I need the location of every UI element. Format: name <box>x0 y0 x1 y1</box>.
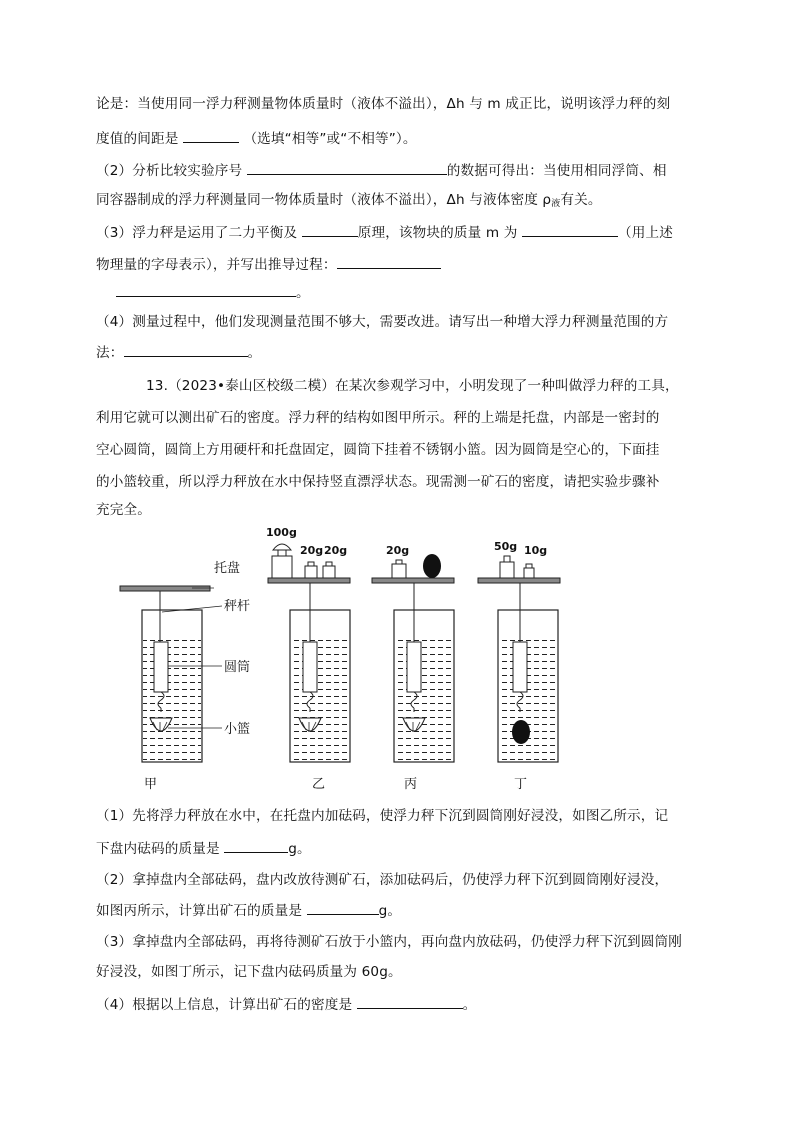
panel-yi <box>266 526 350 792</box>
text-line: 下盘内砝码的质量是 g。 <box>96 838 311 859</box>
answer-blank[interactable] <box>357 994 463 1009</box>
answer-blank[interactable] <box>116 282 296 297</box>
panel-label-jia: 甲 <box>144 777 158 792</box>
weight-label: 20g <box>324 544 348 557</box>
text-line: 的小篮较重，所以浮力秤放在水中保持竖直漂浮状态。现需测一矿石的密度，请把实验步骤补 <box>96 474 660 490</box>
panel-jia <box>120 560 250 792</box>
answer-blank[interactable] <box>224 838 288 853</box>
text-line: 法： 。 <box>96 342 261 363</box>
text-line: 利用它就可以测出矿石的密度。浮力秤的结构如图甲所示。秤的上端是托盘，内部是一密封的 <box>96 410 660 426</box>
text-line: 。 <box>116 282 310 303</box>
text-line: （2）分析比较实验序号 的数据可得出：当使用相同浮筒、相 <box>96 160 667 181</box>
text-line: 同容器制成的浮力秤测量同一物体质量时（液体不溢出），Δh 与液体密度 $\rho_液$有关。 <box>96 192 602 209</box>
text-line: 13.（2023•泰山区校级二模）在某次参观学习中，小明发现了一种叫做浮力秤的工具， <box>146 378 679 394</box>
label-basket: 小篮 <box>224 722 251 737</box>
text-line: （4）测量过程中，他们发现测量范围不够大，需要改进。请写出一种增大浮力秤测量范围的方 <box>96 314 669 330</box>
answer-blank[interactable] <box>522 222 618 237</box>
label-cylinder: 圆筒 <box>224 660 251 675</box>
text-line: 空心圆筒，圆筒上方用硬杆和托盘固定，圆筒下挂着不锈钢小篮。因为圆筒是空心的，下面挂 <box>96 442 660 458</box>
answer-blank[interactable] <box>247 160 447 175</box>
weight-label: 20g <box>300 544 324 557</box>
floating-scale-figure <box>110 518 580 800</box>
text-line: （2）拿掉盘内全部砝码，盘内改放待测矿石，添加砝码后，仍使浮力秤下沉到圆筒刚好浸没， <box>96 872 669 888</box>
weight-label: 100g <box>266 526 297 539</box>
label-rod: 秤杆 <box>224 599 251 614</box>
text-line: 充完全。 <box>96 502 151 518</box>
answer-blank[interactable] <box>183 128 239 143</box>
text-line: 好浸没，如图丁所示，记下盘内砝码质量为 60g。 <box>96 964 402 980</box>
weight-label: 20g <box>386 544 410 557</box>
text-line: （3）浮力秤是运用了二力平衡及 原理，该物块的质量 m 为 （用上述 <box>96 222 673 243</box>
text-line: （3）拿掉盘内全部砝码，再将待测矿石放于小篮内，再向盘内放砝码，仍使浮力秤下沉到圆筒刚 <box>96 934 683 950</box>
text-line: 物理量的字母表示），并写出推导过程： <box>96 254 441 275</box>
text-line: 论是：当使用同一浮力秤测量物体质量时（液体不溢出），Δh 与 m 成正比，说明该浮力秤的刻 <box>96 96 671 112</box>
answer-blank[interactable] <box>307 900 379 915</box>
text-line: 度值的间距是 （选填“相等”或“不相等”）。 <box>96 128 417 149</box>
panel-label-yi: 乙 <box>312 777 326 792</box>
answer-blank[interactable] <box>302 222 358 237</box>
text-line: 如图丙所示，计算出矿石的质量是 g。 <box>96 900 401 921</box>
panel-bing <box>372 544 454 792</box>
weight-label: 10g <box>524 544 548 557</box>
text-line: （1）先将浮力秤放在水中，在托盘内加砝码，使浮力秤下沉到圆筒刚好浸没，如图乙所示，记 <box>96 808 669 824</box>
answer-blank[interactable] <box>337 254 441 269</box>
answer-blank[interactable] <box>124 342 248 357</box>
panel-label-ding: 丁 <box>514 777 528 792</box>
text-line: （4）根据以上信息，计算出矿石的密度是 。 <box>96 994 476 1015</box>
weight-label: 50g <box>494 540 518 553</box>
label-tray: 托盘 <box>214 561 241 576</box>
panel-label-bing: 丙 <box>404 777 418 792</box>
panel-ding <box>478 540 560 792</box>
